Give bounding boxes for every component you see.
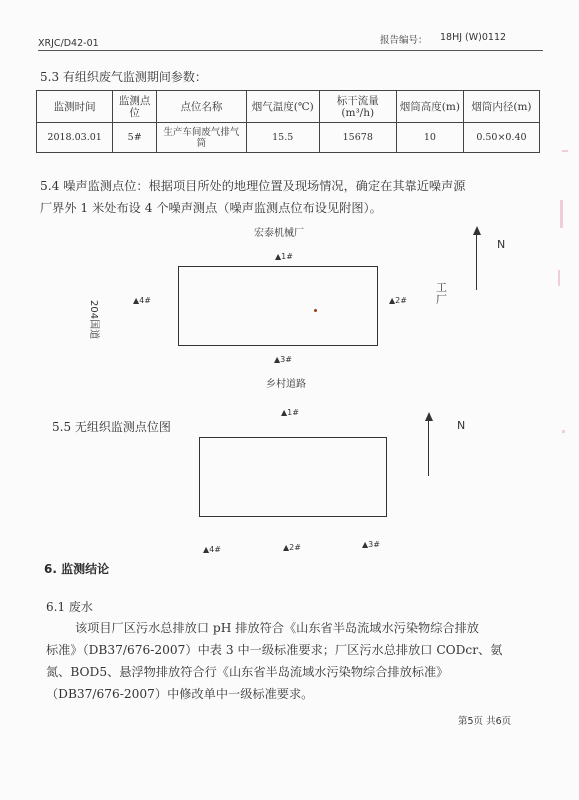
noise-point-2: ▲2# (389, 296, 407, 305)
section-6-1-line2: 标准》（DB37/676-2007）中表 3 中一级标准要求；厂区污水总排放口 CODcr、氨 (46, 643, 503, 657)
table-cell: 15678 (319, 123, 396, 153)
fugitive-point-2: ▲2# (283, 543, 301, 552)
table-header: 点位名称 (157, 91, 247, 123)
map-north-label: 宏泰机械厂 (254, 228, 304, 239)
section-5-4-line1: 5.4 噪声监测点位：根据项目所处的地理位置及现场情况，确定在其靠近噪声源 (40, 179, 466, 193)
section-6-1-title: 6.1 废水 (46, 600, 93, 614)
stamp-mark (562, 430, 565, 433)
table-header: 监测点位 (113, 91, 157, 123)
fugitive-point-4: ▲4# (203, 545, 221, 554)
emission-params-table (36, 90, 540, 153)
table-header: 烟气温度(℃) (246, 91, 319, 123)
fugitive-point-3: ▲3# (362, 540, 380, 549)
plant-boundary-box (178, 266, 378, 346)
section-5-4-line2: 厂界外 1 米处布设 4 个噪声测点（噪声监测点位布设见附图）。 (40, 201, 382, 215)
noise-point-1: ▲1# (275, 252, 293, 261)
section-5-3-title: 5.3 有组织废气监测期间参数： (40, 70, 207, 84)
table-cell: 2018.03.01 (37, 123, 113, 153)
fugitive-point-1: ▲1# (281, 408, 299, 417)
table-cell: 10 (396, 123, 463, 153)
report-number: 18HJ (W)0112 (440, 32, 507, 43)
map-south-label: 乡村道路 (266, 379, 306, 390)
table-cell: 0.50×0.40 (463, 123, 539, 153)
site-boundary-box (199, 437, 387, 517)
compass-n-label: N (497, 238, 506, 251)
section-6-title: 6. 监测结论 (44, 562, 110, 576)
report-number-label: 报告编号： (380, 35, 428, 46)
table-header: 监测时间 (37, 91, 113, 123)
map-center-dot (314, 309, 317, 312)
map-west-label: 204国道 (88, 300, 99, 340)
table-header: 烟筒高度(m) (396, 91, 463, 123)
table-cell: 5# (113, 123, 157, 153)
stamp-mark (562, 150, 568, 152)
page-number: 第5页 共6页 (458, 716, 512, 727)
compass-n-label: N (457, 419, 466, 432)
doc-code: XRJC/D42-01 (38, 38, 99, 49)
table-header: 标干流量(m³/h) (319, 91, 396, 123)
table-cell: 生产车间废气排气筒 (157, 123, 247, 153)
noise-point-3: ▲3# (274, 355, 292, 364)
section-5-5-title: 5.5 无组织监测点位图 (52, 420, 171, 434)
section-6-1-line1: 该项目厂区污水总排放口 pH 排放符合《山东省半岛流域水污染物综合排放 (75, 621, 479, 635)
header-rule (38, 50, 543, 51)
section-6-1-line4: （DB37/676-2007）中修改单中一级标准要求。 (46, 687, 314, 701)
table-header: 烟筒内径(m) (463, 91, 539, 123)
north-arrow-shaft (428, 420, 429, 476)
section-6-1-line3: 氮、BOD5、悬浮物排放符合行《山东省半岛流域水污染物综合排放标准》 (46, 665, 449, 679)
stamp-mark (560, 200, 563, 228)
map-east-label: 工厂 (436, 281, 447, 306)
north-arrow-shaft (476, 234, 477, 290)
table-cell: 15.5 (246, 123, 319, 153)
stamp-mark (558, 270, 560, 286)
noise-point-4: ▲4# (133, 296, 151, 305)
